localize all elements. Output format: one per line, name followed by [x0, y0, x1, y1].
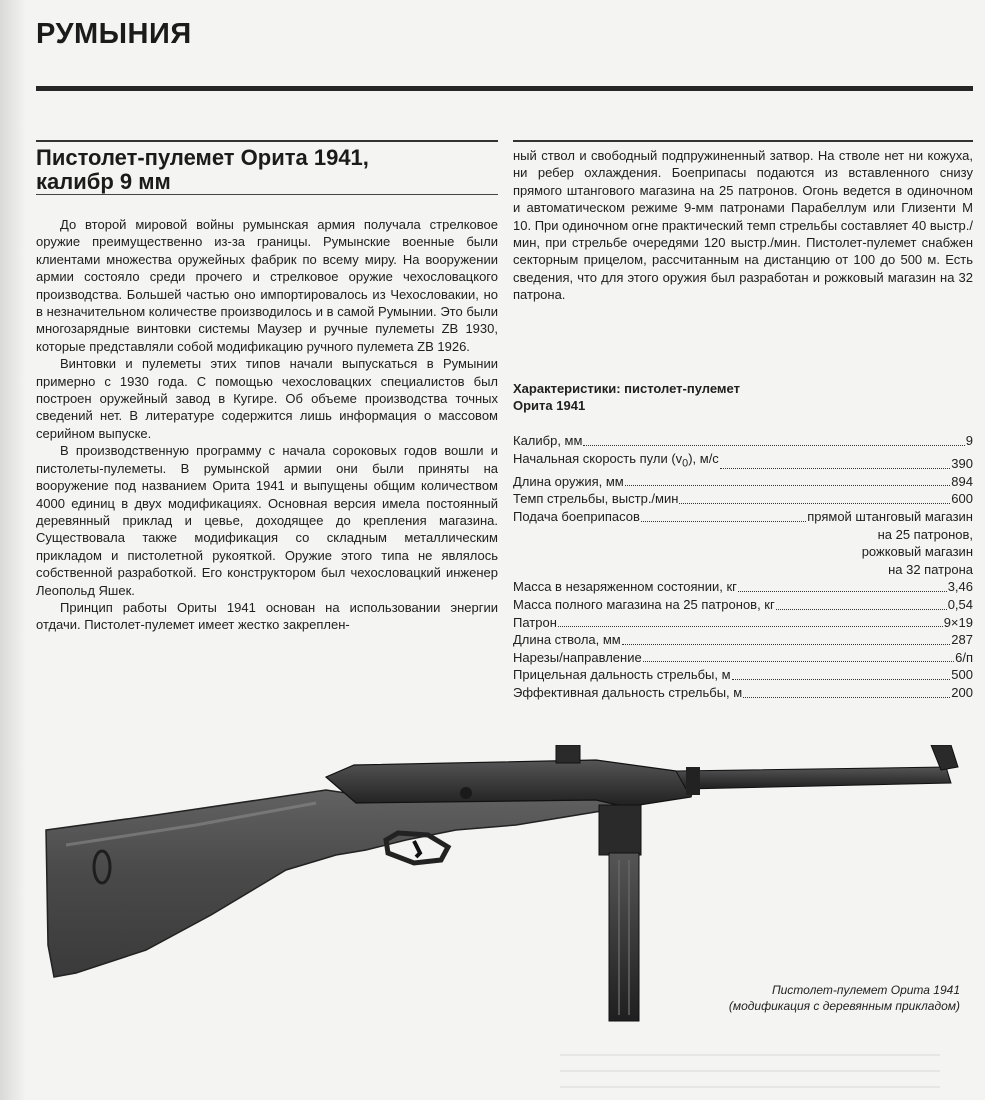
spec-value: 0,54 — [947, 596, 973, 612]
spec-feed-continuation-2: рожковый магазин — [861, 544, 973, 560]
spec-label: Эффективная дальность стрельбы, м — [513, 684, 743, 700]
front-sight — [931, 745, 958, 770]
spec-value: 287 — [951, 632, 973, 648]
spec-value: 390 — [951, 456, 973, 472]
paragraph-continued: ный ствол и свободный подпружиненный затвор. На стволе нет ни кожуха, ни ребер охлаждения. Боеприпасы подаются из вставленного снизу прямого штангового магазина на 25 патронов. Огонь ведется в одиночном и автоматическом режиме 9-мм патронами Парабеллум или Глизенти М 10. При одиночном огне практический темп стрельбы составляет 40 выстр./мин, при стрельбе очередями 120 выстр./мин. Пистолет-пулемет снабжен секторным прицелом, рассчитанным на дистанцию от 100 до 500 м. Есть сведения, что для этого оружия был разработан и рожковый магазин на 32 патрона. — [513, 148, 973, 303]
cocking-knob — [460, 787, 472, 799]
spec-value: 894 — [951, 473, 973, 489]
spec-row-length — [513, 473, 973, 491]
leader-dots — [679, 502, 950, 504]
page-edge-shadow — [0, 0, 26, 1100]
leader-dots — [738, 590, 947, 592]
leader-dots — [583, 444, 964, 446]
leader-dots — [625, 484, 951, 486]
specs-heading — [513, 380, 933, 414]
leader-dots — [732, 678, 951, 680]
caption-line2: (модификация с деревянным прикладом) — [728, 999, 960, 1013]
spec-feed-continuation-1: на 25 патронов, — [877, 526, 973, 542]
rear-sight — [556, 745, 580, 763]
spec-row-feed — [513, 508, 973, 526]
figure-caption — [650, 982, 960, 1014]
spec-row-muzzle-velocity — [513, 450, 973, 473]
spec-label-pre: Начальная скорость пули (v — [513, 450, 683, 466]
leader-dots — [641, 520, 806, 522]
receiver — [326, 760, 696, 807]
paragraph-2: Винтовки и пулеметы этих типов начали выпускаться в Румынии примерно с 1930 года. С помощью чехословацких специалистов был построен оружейный завод в Кугире. Об объеме производства точных сведений нет. В литературе содержится лишь информация о массовом серийном выпуске. — [36, 356, 498, 441]
spec-label-subscript: 0 — [682, 457, 689, 470]
specs-heading-line2: Орита 1941 — [513, 398, 586, 413]
spec-value: 9×19 — [943, 614, 973, 630]
article-title-line2: калибр 9 мм — [36, 169, 171, 194]
spec-label: Длина оружия, мм — [513, 473, 624, 489]
caption-line1: Пистолет-пулемет Орита 1941 — [771, 983, 960, 997]
left-column-top-rule — [36, 140, 498, 142]
leader-dots — [743, 696, 950, 698]
leader-dots — [558, 625, 943, 627]
spec-label — [513, 450, 719, 473]
spec-label: Темп стрельбы, выстр./мин — [513, 491, 679, 507]
spec-value: прямой штанговый магазин — [807, 508, 973, 524]
article-title — [36, 146, 496, 194]
spec-row-rifling — [513, 649, 973, 667]
paragraph-1: До второй мировой войны румынская армия получала стрелковое оружие преимущественно из-за границы. Румынские военные были клиентами множества оружейных фабрик по всему миру. На вооружении армии состояло среди прочего и стрелковое оружие чехословацкого производства. Большей частью оно импортировалось из Чехословакии, но в незначительном количестве производилось и в самой Румынии. Это были многозарядные винтовки системы Маузер и ручные пулеметы ZB 1930, которые представляли собой модификацию ручного пулемета ZB 1926. — [36, 217, 498, 354]
spec-label: Калибр, мм — [513, 433, 583, 448]
spec-label: Подача боеприпасов — [513, 508, 640, 524]
left-text-column — [36, 216, 498, 634]
trigger — [414, 841, 420, 857]
spec-row-sighting-range — [513, 666, 973, 684]
spec-label: Длина ствола, мм — [513, 632, 621, 648]
article-title-line1: Пистолет-пулемет Орита 1941, — [36, 145, 369, 170]
spec-label: Патрон — [513, 614, 557, 630]
spec-row-barrel-length — [513, 631, 973, 649]
spec-label: Масса в незаряженном состоянии, кг — [513, 579, 737, 595]
spec-feed-continuation-3: на 32 патрона — [888, 561, 973, 577]
magazine — [609, 853, 639, 1021]
spec-label: Масса полного магазина на 25 патронов, кг — [513, 596, 775, 612]
spec-label: Прицельная дальность стрельбы, м — [513, 667, 731, 683]
spec-label-post: ), м/с — [688, 450, 719, 466]
spec-value: 3,46 — [947, 579, 973, 595]
specs-heading-line1: Характеристики: пистолет-пулемет — [513, 381, 740, 396]
paragraph-3: В производственную программу с начала сороковых годов вошли и пистолеты-пулеметы. В румынской армии они были приняты на вооружение под названием Орита 1941 и выпущены общим количеством 4000 единиц в двух модификациях. Основная версия имела постоянный деревянный приклад и цевье, доходящее до крепления магазина. Существовала также модификация со складным металлическим прикладом и пистолетной рукояткой. Оружие этого типа не являлось собственной разработкой. Его конструктором был чехословацкий инженер Леопольд Яшек. — [36, 443, 498, 598]
spec-row-effective-range — [513, 684, 973, 702]
right-column-top-rule — [513, 140, 973, 142]
section-title: РУМЫНИЯ — [36, 18, 192, 50]
spec-row-rate-of-fire — [513, 490, 973, 508]
spec-row-caliber — [513, 432, 973, 450]
magazine-well — [599, 805, 641, 855]
leader-dots — [776, 608, 947, 610]
spec-value: 600 — [951, 491, 973, 507]
spec-row-empty-weight — [513, 578, 973, 596]
spec-value: 200 — [951, 684, 973, 700]
barrel — [676, 767, 951, 789]
leader-dots — [622, 643, 951, 645]
spec-row-cartridge — [513, 614, 973, 632]
spec-value: 9 — [965, 433, 973, 448]
spec-value: 500 — [951, 667, 973, 683]
barrel-ring — [686, 767, 700, 795]
bleed-through-text — [560, 1040, 940, 1100]
spec-value: 6/п — [955, 649, 973, 665]
leader-dots — [720, 467, 950, 469]
spec-row-magazine-weight — [513, 596, 973, 614]
right-text-column — [513, 147, 973, 304]
leader-dots — [643, 660, 954, 662]
spec-label: Нарезы/направление — [513, 649, 642, 665]
title-underline — [36, 194, 498, 195]
section-divider — [36, 86, 973, 91]
paragraph-4: Принцип работы Ориты 1941 основан на использовании энергии отдачи. Пистолет-пулемет имеет жестко закреплен- — [36, 599, 498, 633]
specs-table — [513, 432, 973, 702]
